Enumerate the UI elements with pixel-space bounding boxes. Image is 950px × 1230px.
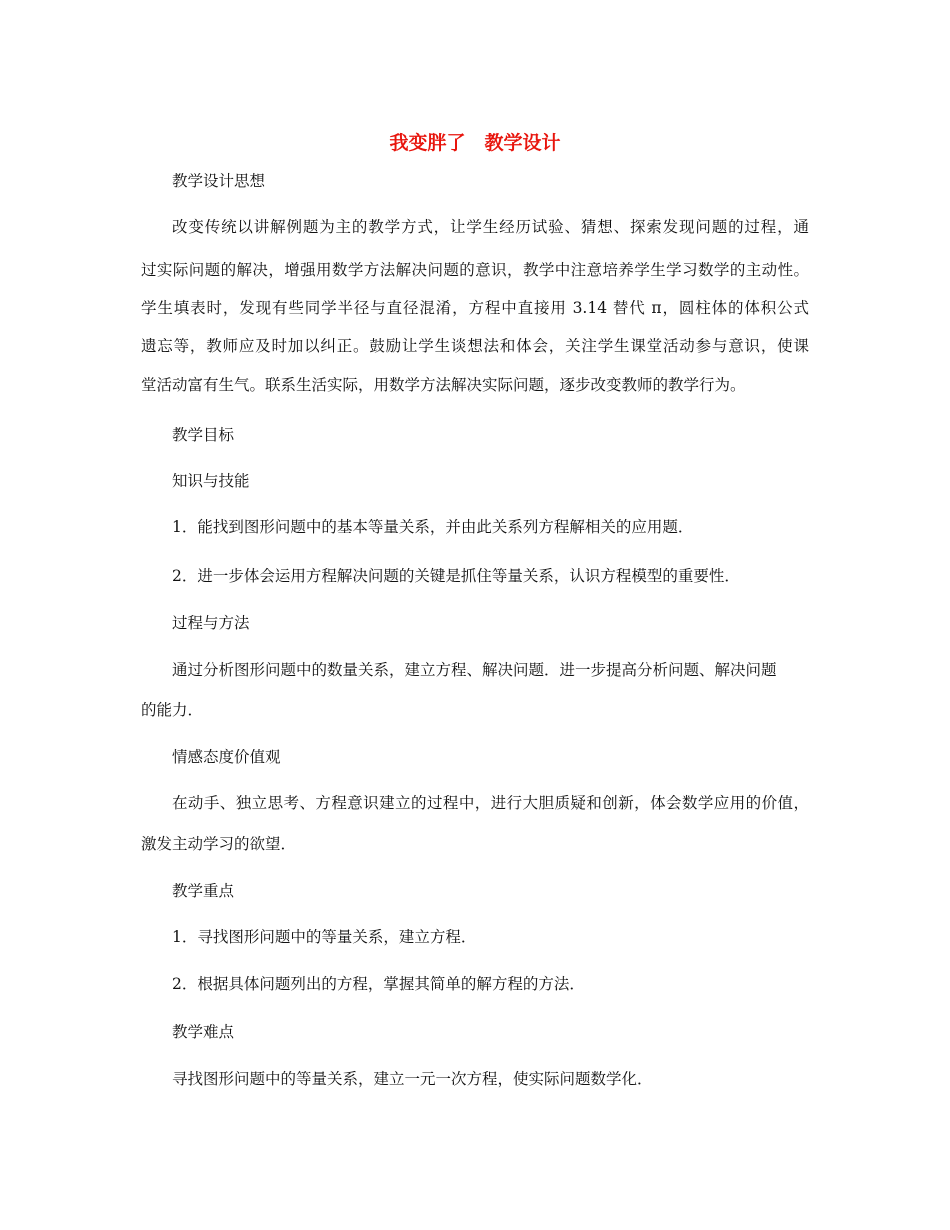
list-item: 2．根据具体问题列出的方程，掌握其简单的解方程的方法． [172, 975, 585, 993]
subheading-emotion-values: 情感态度价值观 [172, 748, 281, 766]
paragraph-line: 在动手、独立思考、方程意识建立的过程中，进行大胆质疑和创新，体会数学应用的价值， [172, 794, 809, 812]
document-title: 我变胖了 教学设计 [389, 132, 561, 154]
paragraph-line: 激发主动学习的欲望． [141, 835, 297, 853]
paragraph-line: 过实际问题的解决，增强用数学方法解决问题的意识，教学中注意培养学生学习数学的主动性。 [141, 261, 809, 279]
list-item: 1．寻找图形问题中的等量关系，建立方程． [172, 928, 477, 946]
subheading-knowledge-skills: 知识与技能 [172, 472, 250, 490]
heading-teaching-goals: 教学目标 [172, 426, 235, 444]
paragraph-line: 寻找图形问题中的等量关系，建立一元一次方程，使实际问题数学化． [172, 1070, 653, 1088]
paragraph-line: 堂活动富有生气。联系生活实际，用数学方法解决实际问题，逐步改变教师的教学行为。 [141, 376, 746, 394]
paragraph-line: 学生填表时，发现有些同学半径与直径混淆，方程中直接用 3.14 替代 π，圆柱体的体积公式 [141, 299, 809, 317]
paragraph-line: 的能力． [141, 701, 204, 719]
heading-teaching-focus: 教学重点 [172, 882, 235, 900]
list-item: 2．进一步体会运用方程解决问题的关键是抓住等量关系，认识方程模型的重要性． [172, 567, 740, 585]
subheading-process-method: 过程与方法 [172, 614, 250, 632]
heading-design-idea: 教学设计思想 [172, 172, 266, 190]
paragraph-line: 通过分析图形问题中的数量关系，建立方程、解决问题．进一步提高分析问题、解决问题 [172, 661, 777, 679]
heading-teaching-difficulty: 教学难点 [172, 1023, 235, 1041]
paragraph-line: 改变传统以讲解例题为主的教学方式，让学生经历试验、猜想、探索发现问题的过程，通 [172, 218, 809, 236]
list-item: 1．能找到图形问题中的基本等量关系，并由此关系列方程解相关的应用题． [172, 518, 694, 536]
paragraph-line: 遗忘等，教师应及时加以纠正。鼓励让学生谈想法和体会，关注学生课堂活动参与意识，使课 [141, 337, 809, 355]
